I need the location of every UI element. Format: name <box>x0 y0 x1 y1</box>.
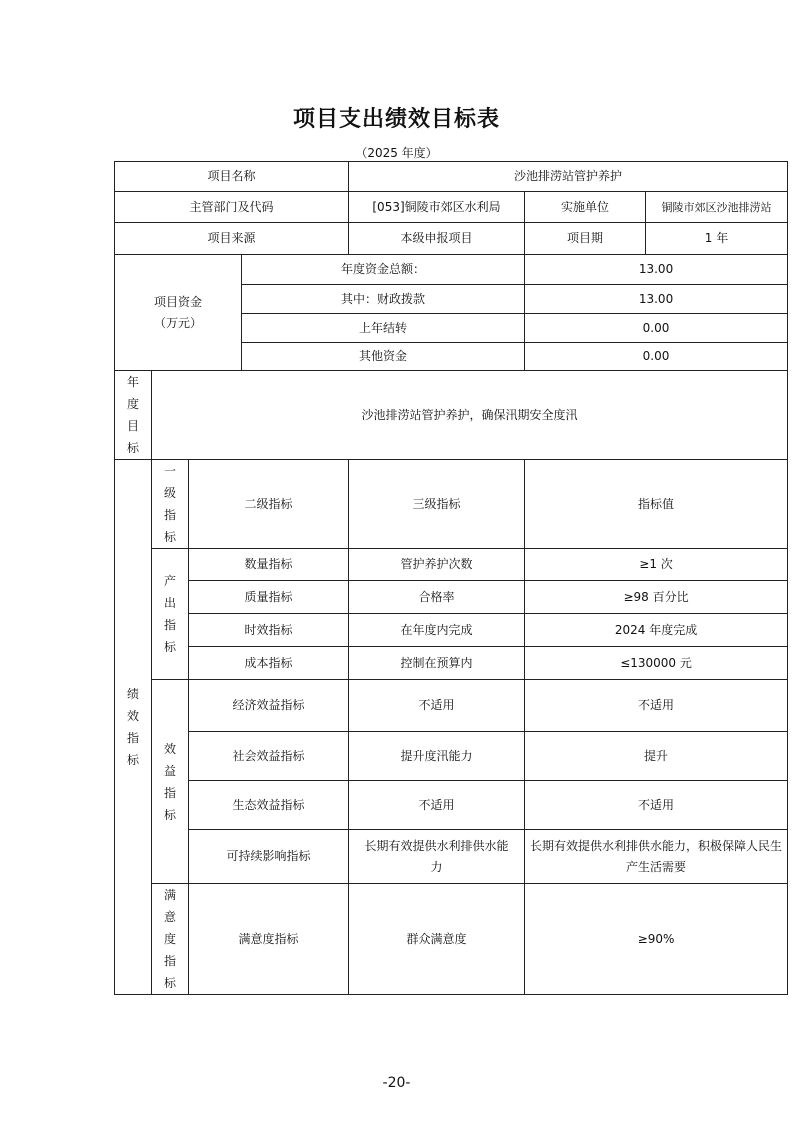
level1-header-char: 一 <box>163 464 176 478</box>
indicator-l2: 数量指标 <box>189 549 349 581</box>
benefit-row-sustainable <box>115 830 788 884</box>
department-label: 主管部门及代码 <box>115 192 349 223</box>
annual-goal-label-char: 目 <box>126 419 139 433</box>
benefit-label-char: 效 <box>163 741 176 756</box>
performance-label-char: 指 <box>126 731 139 745</box>
year-subtitle: （2025 年度） <box>355 146 438 160</box>
benefit-row-economic <box>115 680 788 732</box>
level1-header-char: 标 <box>163 530 176 544</box>
output-label-char: 标 <box>163 640 176 654</box>
annual-goal-label-char: 标 <box>126 441 139 455</box>
satisfaction-label-char: 意 <box>163 910 176 924</box>
implementer-value: 铜陵市郊区沙池排涝站 <box>646 192 788 223</box>
indicator-value: ≥1 次 <box>525 549 788 581</box>
indicator-value: 长期有效提供水利排供水能力，积极保障人民生产生活需要 <box>525 830 788 884</box>
annual-goal-row <box>115 371 788 460</box>
indicator-l3: 提升度汛能力 <box>349 732 525 781</box>
funds-item-label: 年度资金总额： <box>242 255 525 285</box>
satisfaction-label-char: 标 <box>163 976 176 990</box>
satisfaction-row <box>115 884 788 995</box>
funds-item-value: 0.00 <box>525 314 788 343</box>
indicator-value: 不适用 <box>525 680 788 732</box>
annual-goal-text: 沙池排涝站管护养护，确保汛期安全度汛 <box>152 371 788 460</box>
performance-label-char: 绩 <box>126 687 139 701</box>
annual-goal-label <box>115 371 152 460</box>
source-value: 本级申报项目 <box>349 223 525 255</box>
indicator-header-row <box>115 460 788 549</box>
output-row-quality <box>115 581 788 614</box>
benefit-label-char: 标 <box>163 807 176 822</box>
satisfaction-label <box>152 884 189 995</box>
funds-item-value: 0.00 <box>525 343 788 371</box>
indicator-l3: 不适用 <box>349 781 525 830</box>
funds-item-label: 上年结转 <box>242 314 525 343</box>
output-label <box>152 549 189 680</box>
level2-header: 二级指标 <box>189 460 349 549</box>
output-label-char: 出 <box>163 596 176 610</box>
funds-item-label: 其中：财政拨款 <box>242 285 525 314</box>
period-value: 1 年 <box>646 223 788 255</box>
value-header: 指标值 <box>525 460 788 549</box>
indicator-l3: 长期有效提供水利排供水能力 <box>349 830 525 884</box>
performance-label <box>115 460 152 995</box>
satisfaction-label-char: 度 <box>163 932 176 946</box>
funds-item-value: 13.00 <box>525 255 788 285</box>
funds-item-label: 其他资金 <box>242 343 525 371</box>
annual-goal-label-char: 年 <box>126 375 139 389</box>
page-number: -20- <box>382 1075 411 1091</box>
indicator-l2: 社会效益指标 <box>189 732 349 781</box>
department-value: [053]铜陵市郊区水利局 <box>349 192 525 223</box>
benefit-label <box>152 680 189 884</box>
indicator-l2: 可持续影响指标 <box>189 830 349 884</box>
satisfaction-label-char: 指 <box>163 954 176 968</box>
indicator-l2: 经济效益指标 <box>189 680 349 732</box>
funds-label-line2: （万元） <box>153 315 202 330</box>
indicator-l2: 时效指标 <box>189 614 349 647</box>
project-name-value: 沙池排涝站管护养护 <box>349 162 788 192</box>
period-label: 项目期 <box>525 223 646 255</box>
indicator-l3: 管护养护次数 <box>349 549 525 581</box>
output-row-timeliness <box>115 614 788 647</box>
indicator-l2: 生态效益指标 <box>189 781 349 830</box>
benefit-row-social <box>115 732 788 781</box>
satisfaction-label-char: 满 <box>163 888 176 902</box>
annual-goal-label-char: 度 <box>126 397 139 411</box>
level1-header <box>152 460 189 549</box>
performance-label-char: 标 <box>126 753 139 767</box>
indicator-value: 提升 <box>525 732 788 781</box>
indicator-l3: 合格率 <box>349 581 525 614</box>
source-label: 项目来源 <box>115 223 349 255</box>
source-row <box>115 223 788 255</box>
department-row <box>115 192 788 223</box>
project-name-row <box>115 162 788 192</box>
indicator-l2: 满意度指标 <box>189 884 349 995</box>
indicator-value: 2024 年度完成 <box>525 614 788 647</box>
benefit-row-ecological <box>115 781 788 830</box>
indicator-l2: 成本指标 <box>189 647 349 680</box>
page-title: 项目支出绩效目标表 <box>292 107 500 132</box>
level3-header: 三级指标 <box>349 460 525 549</box>
level1-header-char: 指 <box>163 508 176 522</box>
funds-row-total <box>115 255 788 285</box>
project-name-label: 项目名称 <box>115 162 349 192</box>
indicator-l3: 不适用 <box>349 680 525 732</box>
indicator-value: ≥98 百分比 <box>525 581 788 614</box>
indicator-l3: 群众满意度 <box>349 884 525 995</box>
output-label-char: 产 <box>163 574 176 588</box>
funds-label-line1: 项目资金 <box>153 294 202 309</box>
indicator-l3: 在年度内完成 <box>349 614 525 647</box>
indicator-value: ≤130000 元 <box>525 647 788 680</box>
benefit-label-char: 指 <box>163 785 176 800</box>
indicator-l2: 质量指标 <box>189 581 349 614</box>
benefit-label-char: 益 <box>163 763 176 778</box>
output-row-quantity <box>115 549 788 581</box>
indicator-value: 不适用 <box>525 781 788 830</box>
level1-header-char: 级 <box>163 486 176 500</box>
indicator-value: ≥90% <box>525 884 788 995</box>
performance-label-char: 效 <box>126 709 139 723</box>
performance-target-table <box>114 161 788 995</box>
implementer-label: 实施单位 <box>525 192 646 223</box>
indicator-l3: 控制在预算内 <box>349 647 525 680</box>
funds-item-value: 13.00 <box>525 285 788 314</box>
output-row-cost <box>115 647 788 680</box>
output-label-char: 指 <box>163 618 176 632</box>
funds-label <box>115 255 242 371</box>
